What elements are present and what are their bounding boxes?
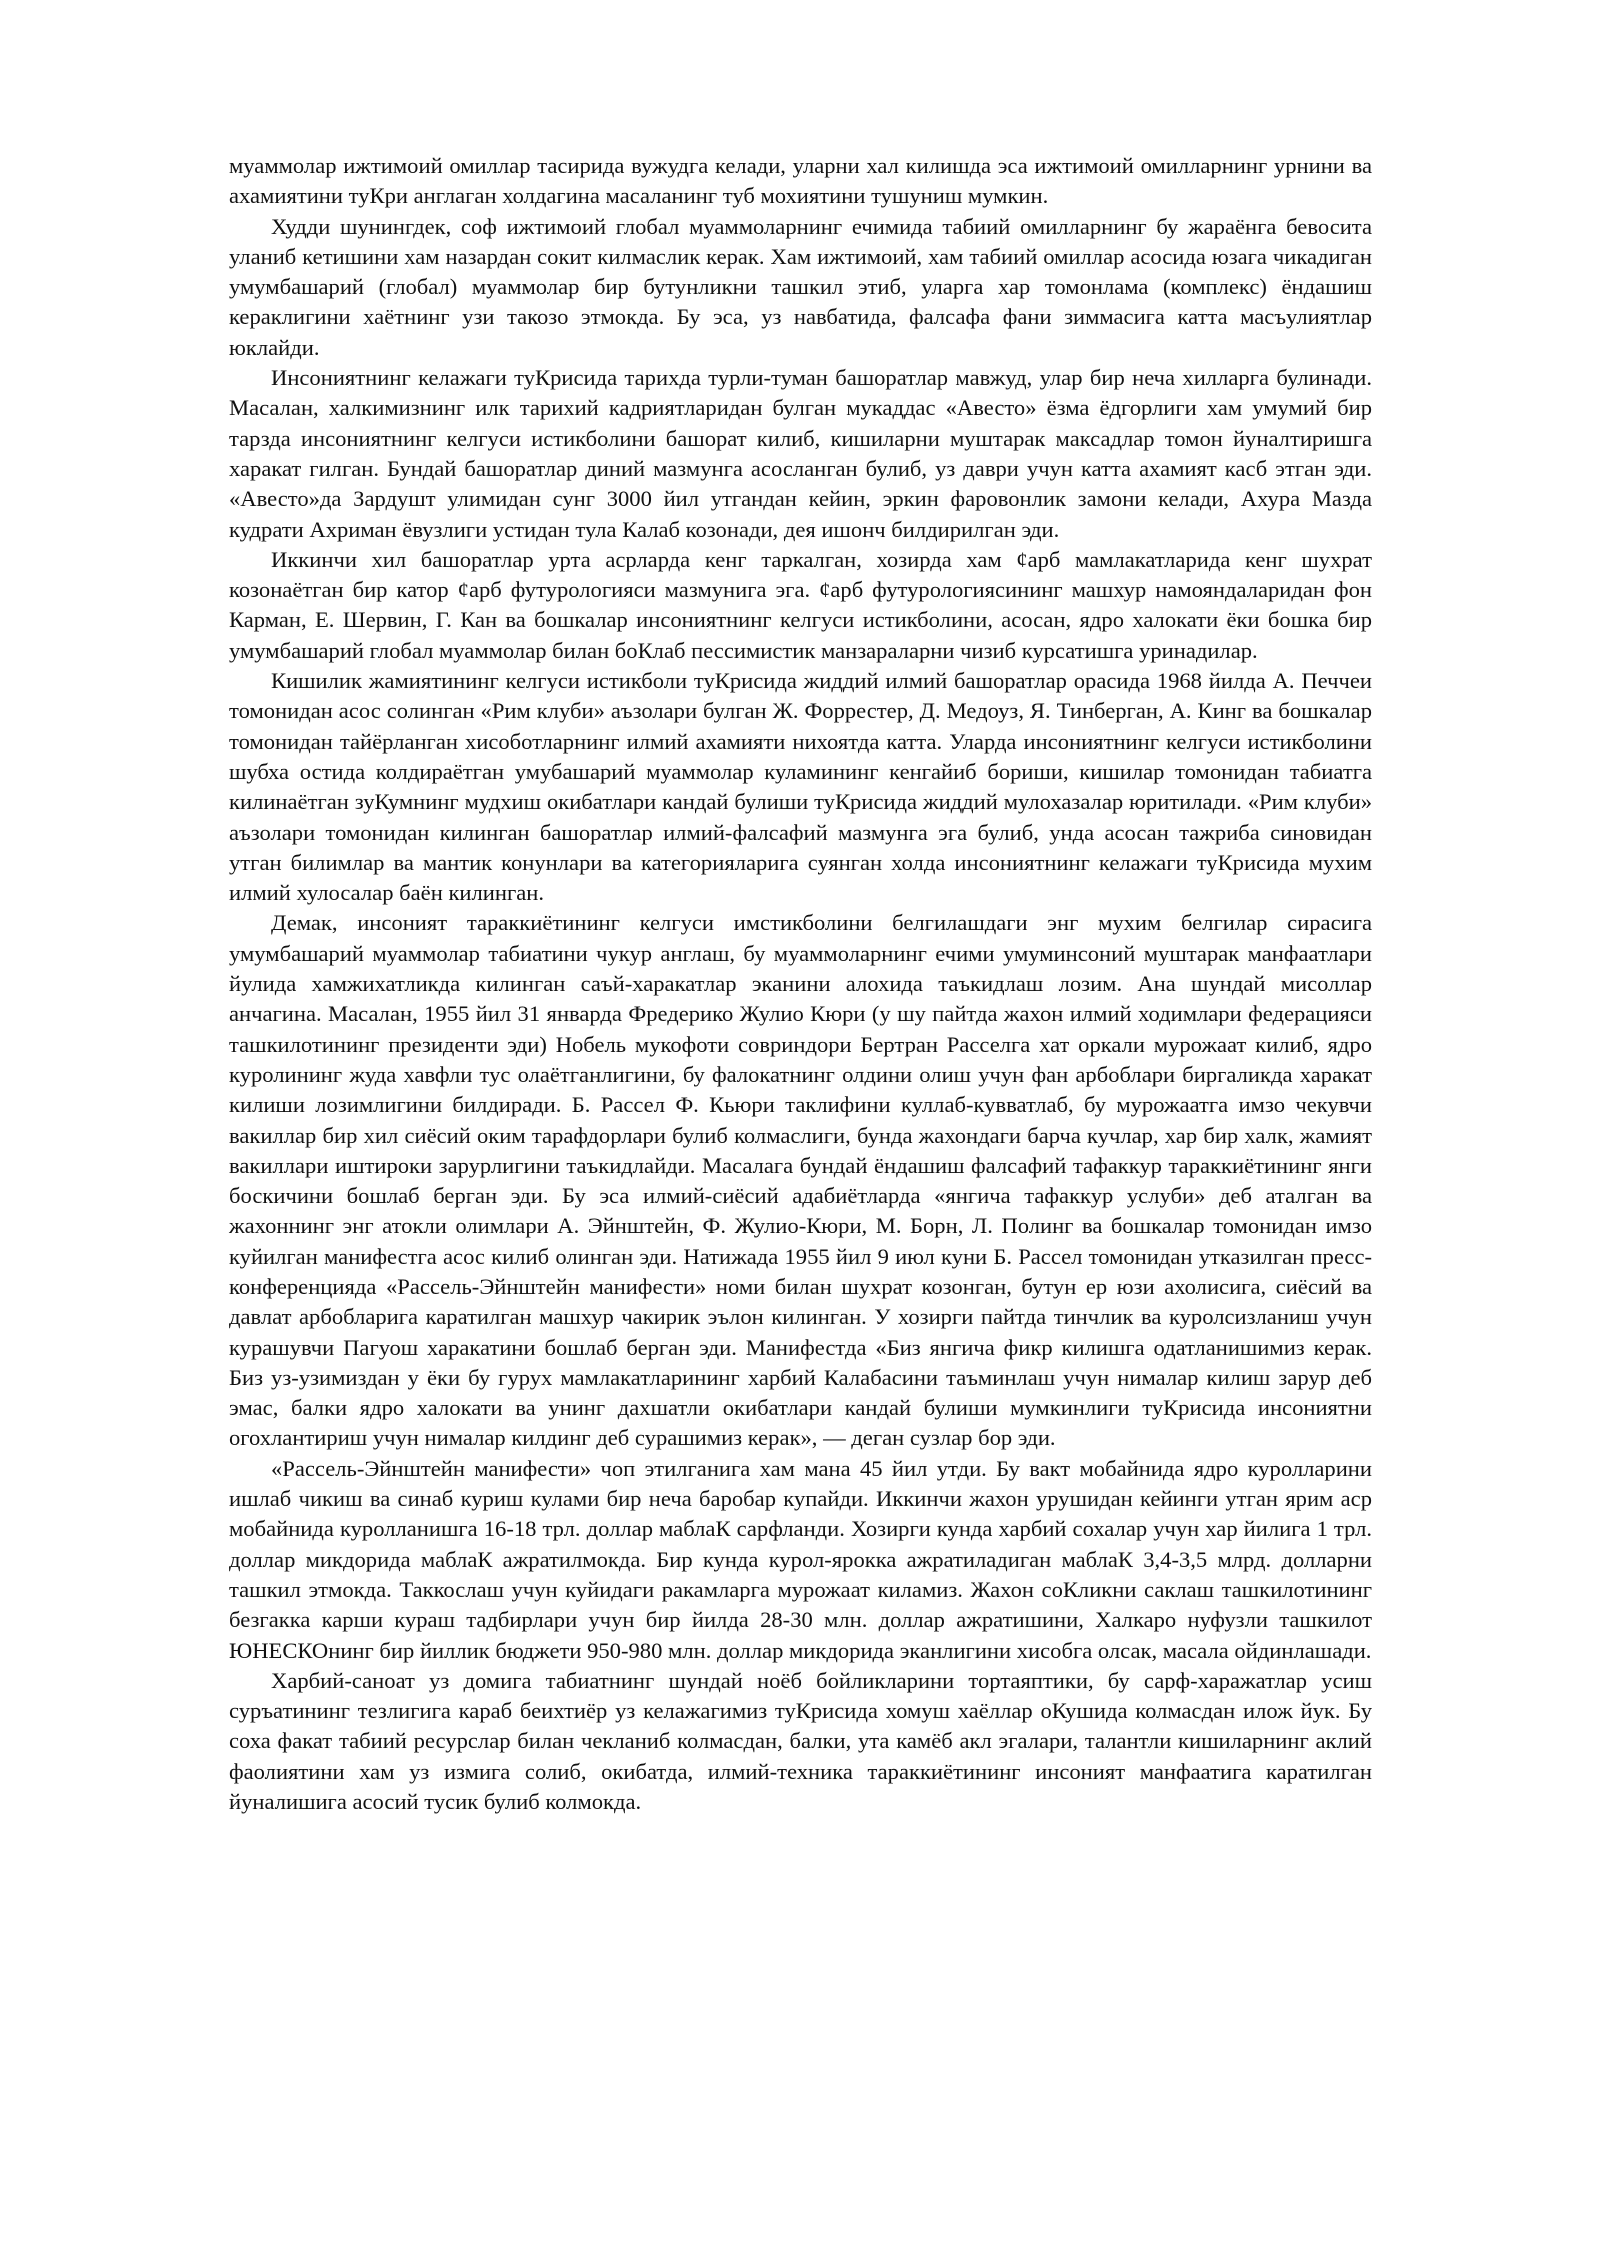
paragraph-6: Демак, инсоният тараккиётининг келгуси имстикболини белгилашдаги энг мухим белгилар сирасига умумбашарий муаммолар табиатини чукур англаш, бу муаммоларнинг ечими умуминсоний муштарак манфаатлари йулида хамжихатликда килинган саъй-харакатлар эканини алохида таъкидлаш лозим. Ана шундай мисоллар анчагина. Масалан, 1955 йил 31 январда Фредерико Жулио Кюри (у шу пайтда жахон илмий ходимлари федерацияси ташкилотининг президенти эди) Нобель мукофоти совриндори Бертран Расселга хат оркали мурожаат килиб, ядро куролининг жуда хавфли тус олаётганлигини, бу фалокатнинг олдини олиш учун фан арбоблари биргаликда харакат килиши лозимлигини билдиради. Б. Рассел Ф. Кьюри таклифини куллаб-кувватлаб, бу мурожаатга имзо чекувчи вакиллар бир хил сиёсий оким тарафдорлари булиб колмаслиги, бунда жахондаги барча кучлар, хар бир халк, жамият вакиллари иштироки зарурлигини таъкидлайди. Масалага бундай ёндашиш фалсафий тафаккур тараккиётининг янги боскичини бошлаб берган эди. Бу эса илмий-сиёсий адабиётларда «янгича тафаккур услуби» деб аталган ва жахоннинг энг атокли олимлари А. Эйнштейн, Ф. Жулио-Кюри, М. Борн, Л. Полинг ва бошкалар томонидан имзо куйилган манифестга асос килиб олинган эди. Натижада 1955 йил 9 июл куни Б. Рассел томонидан утказилган пресс-конференцияда «Рассель-Эйнштейн манифести» номи билан шухрат козонган, бутун ер юзи ахолисига, сиёсий ва давлат арбобларига каратилган машхур чакирик эълон килинган. У хозирги пайтда тинчлик ва куролсизланиш учун курашувчи Пагуош харакатини бошлаб берган эди. Манифестда «Биз янгича фикр килишга одатланишимиз керак. Биз уз-узимиздан у ёки бу гурух мамлакатларининг харбий Калабасини таъминлаш учун нималар килиш зарур деб эмас, балки ядро халокати ва унинг дахшатли окибатлари кандай булиши мумкинлиги туКрисида инсониятни огохлантириш учун нималар килдинг деб сурашимиз керак», — деган сузлар бор эди. bbox=[229, 910, 1372, 1451]
paragraph-1: муаммолар ижтимоий омиллар тасирида вужудга келади, уларни хал килишда эса ижтимоий омилларнинг урнини ва ахамиятини туКри англаган холдагина масаланинг туб мохиятини тушуниш мумкин. bbox=[229, 153, 1372, 209]
paragraph-5: Кишилик жамиятининг келгуси истикболи туКрисида жиддий илмий башоратлар орасида 1968 йилда А. Печчеи томонидан асос солинган «Рим клуби» аъзолари булган Ж. Форрестер, Д. Медоуз, Я. Тинберган, А. Кинг ва бошкалар томонидан тайёрланган хисоботларнинг илмий ахамияти нихоятда катта. Уларда инсониятнинг келгуси истикболини шубха остида колдираётган умубашарий муаммолар куламининг кенгайиб бориши, кишилар томонидан табиатга килинаётган зуКумнинг мудхиш окибатлари кандай булиши туКрисида жиддий мулохазалар юритилади. «Рим клуби» аъзолари томонидан килинган башоратлар илмий-фалсафий мазмунга эга булиб, унда асосан тажриба синовидан утган билимлар ва мантик конунлари ва категорияларига суянган холда инсониятнинг келажаги туКрисида мухим илмий хулосалар баён килинган. bbox=[229, 668, 1372, 906]
paragraph-7: «Рассель-Эйнштейн манифести» чоп этилганига хам мана 45 йил утди. Бу вакт мобайнида ядро куролларини ишлаб чикиш ва синаб куриш кулами бир неча баробар купайди. Иккинчи жахон урушидан кейинги утган ярим аср мобайнида куролланишга 16-18 трл. доллар маблаК сарфланди. Хозирги кунда харбий сохалар учун хар йилига 1 трл. доллар микдорида маблаК ажратилмокда. Бир кунда курол-ярокка ажратиладиган маблаК 3,4-3,5 млрд. долларни ташкил этмокда. Таккослаш учун куйидаги ракамларга мурожаат киламиз. Жахон соКликни саклаш ташкилотининг безгакка карши кураш тадбирлари учун бир йилда 28-30 млн. доллар ажратишини, Халкаро нуфузли ташкилот ЮНЕСКОнинг бир йиллик бюджети 950-980 млн. доллар микдорида эканлигини хисобга олсак, масала ойдинлашади. bbox=[229, 1455, 1372, 1663]
paragraph-4: Иккинчи хил башоратлар урта асрларда кенг таркалган, хозирда хам ¢арб мамлакатларида кенг шухрат козонаётган бир катор ¢арб футурологияси мазмунига эга. ¢арб футурологиясининг машхур намояндаларидан фон Карман, Е. Шервин, Г. Кан ва бошкалар инсониятнинг келгуси истикболини, асосан, ядро халокати ёки бошка бир умумбашарий глобал муаммолар билан боКлаб пессимистик манзараларни чизиб курсатишга уринадилар. bbox=[229, 546, 1372, 663]
paragraph-2: Худди шунингдек, соф ижтимоий глобал муаммоларнинг ечимида табиий омилларнинг бу жараёнга бевосита уланиб кетишини хам назардан сокит килмаслик керак. Хам ижтимоий, хам табиий омиллар асосида юзага чикадиган умумбашарий (глобал) муаммолар бир бутунликни ташкил этиб, уларга хар томонлама (комплекс) ёндашиш кераклигини хаётнинг узи такозо этмокда. Бу эса, уз навбатида, фалсафа фани зиммасига катта масъулиятлар юклайди. bbox=[229, 213, 1372, 360]
document-page bbox=[229, 151, 1372, 1817]
paragraph-8: Харбий-саноат уз домига табиатнинг шундай ноёб бойликларини тортаяптики, бу сарф-харажатлар усиш суръатининг тезлигига караб беихтиёр уз келажагимиз туКрисида хомуш хаёллар оКушида колмасдан илож йук. Бу соха факат табиий ресурслар билан чекланиб колмасдан, балки, ута камёб акл эгалари, талантли кишиларнинг аклий фаолиятини хам уз измига солиб, окибатда, илмий-техника тараккиётининг инсоният манфаатига каратилган йуналишига асосий тусик булиб колмокда. bbox=[229, 1667, 1372, 1815]
paragraph-3: Инсониятнинг келажаги туКрисида тарихда турли-туман башоратлар мавжуд, улар бир неча хилларга булинади. Масалан, халкимизнинг илк тарихий кадриятларидан булган мукаддас «Авесто» ёзма ёдгорлиги хам умумий бир тарзда инсониятнинг келгуси истикболини башорат килиб, кишиларни муштарак максадлар томон йуналтиришга харакат гилган. Бундай башоратлар диний мазмунга асосланган булиб, уз даври учун катта ахамият касб этган эди. «Авесто»да Зардушт улимидан сунг 3000 йил утгандан кейин, эркин фаровонлик замони келади, Ахура Мазда кудрати Ахриман ёвузлиги устидан тула Калаб козонади, дея ишонч билдирилган эди. bbox=[229, 365, 1372, 542]
